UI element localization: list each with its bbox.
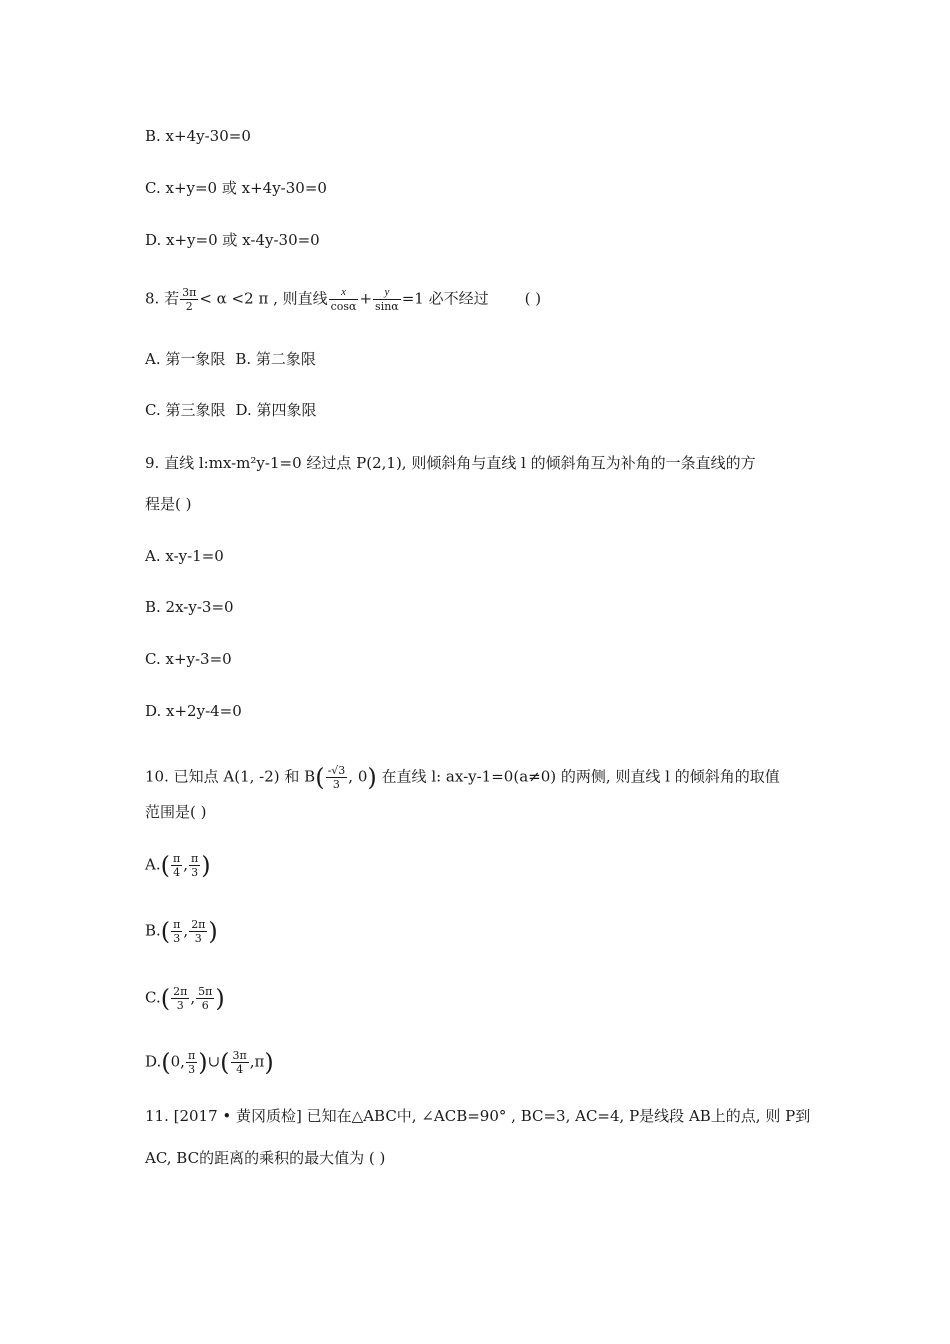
- q10-option-c: C.( $\frac{2\pi}{3}$ , $\frac{5\pi}{6}$ ): [145, 984, 225, 1013]
- frac-denominator: 6: [201, 999, 209, 1012]
- q7-option-b: B. x+4y-30=0: [145, 127, 251, 145]
- q8-fraction-y-over-sin: [373, 286, 401, 313]
- q8-options-ab: [145, 349, 316, 369]
- q8-option-d: D. 第四象限: [235, 401, 317, 419]
- frac-numerator: π: [191, 852, 199, 865]
- pi: ,π: [249, 1052, 265, 1071]
- q8-answer-blank: ( ): [524, 289, 542, 308]
- frac-numerator: 5π: [198, 985, 213, 998]
- q9-stem-line2: 程是( ): [145, 495, 192, 513]
- q8-fraction-3pi-over-2: [180, 286, 198, 313]
- q10-stem-line2: 范围是( ): [145, 803, 207, 821]
- option-label: B.: [145, 921, 161, 940]
- frac-numerator: 3π: [182, 286, 197, 299]
- option-label: A.: [145, 855, 161, 874]
- q9-option-c: C. x+y-3=0: [145, 650, 232, 668]
- q10-option-a: A.( $\frac{\pi}{4}$ , $\frac{\pi}{3}$ ): [145, 851, 211, 880]
- frac-denominator: 3: [188, 1063, 196, 1076]
- frac-numerator: π: [187, 1049, 196, 1062]
- frac-numerator: x: [329, 286, 359, 300]
- fraction: [171, 918, 182, 945]
- fraction: [196, 985, 214, 1012]
- q11-stem-line1: 11. [2017 • 黄冈质检] 已知在△ABC中, ∠ACB=90° , BC=3, AC=4, P是线段 AB上的点, 则 P到: [145, 1107, 811, 1125]
- frac-numerator: π: [172, 852, 181, 865]
- q8-eq-suffix: =1 必不经过: [401, 289, 489, 308]
- frac-denominator: cosα: [330, 300, 357, 313]
- frac-denominator: 3: [194, 932, 202, 945]
- left-paren: (: [220, 1048, 230, 1077]
- fraction: [231, 1049, 249, 1076]
- option-label: C.: [145, 988, 161, 1007]
- right-paren: ): [198, 1048, 208, 1077]
- left-paren: (: [160, 917, 171, 946]
- option-label: D.: [145, 1052, 162, 1071]
- fraction: [171, 852, 182, 879]
- q10-point-b-tail: , 0: [348, 767, 368, 786]
- left-paren: (: [160, 851, 170, 880]
- q7-option-d: D. x+y=0 或 x-4y-30=0: [145, 231, 320, 249]
- frac-numerator: -√3: [327, 764, 346, 777]
- frac-denominator: 3: [176, 999, 184, 1012]
- frac-numerator: π: [173, 918, 181, 931]
- q10-stem-post: 在直线 l: ax-y-1=0(a≠0) 的两侧, 则直线 l 的倾斜角的取值: [381, 767, 780, 786]
- right-paren: ): [201, 851, 211, 880]
- q9-option-d: D. x+2y-4=0: [145, 702, 242, 720]
- frac-numerator: 3π: [232, 1049, 247, 1062]
- frac-denominator: sinα: [375, 300, 399, 313]
- frac-denominator: 2: [185, 300, 193, 313]
- right-paren: ): [367, 763, 377, 792]
- q8-option-c: C. 第三象限: [145, 401, 226, 419]
- right-paren: ): [208, 917, 218, 946]
- fraction: [186, 1049, 197, 1076]
- q9-option-a: A. x-y-1=0: [145, 547, 224, 565]
- q9-option-b: B. 2x-y-3=0: [145, 598, 234, 616]
- q8-alpha-range: < α <2 π , 则直线: [199, 289, 328, 308]
- q10-point-b-fraction: [326, 764, 348, 791]
- frac-denominator: 3: [191, 866, 199, 879]
- left-paren: (: [315, 763, 325, 792]
- q8-options-cd: [145, 400, 317, 420]
- fraction: [171, 985, 189, 1012]
- q11-stem-line2: AC, BC的距离的乘积的最大值为 ( ): [145, 1149, 386, 1167]
- fraction: [189, 918, 207, 945]
- q7-option-c: C. x+y=0 或 x+4y-30=0: [145, 179, 327, 197]
- q10-stem-line1: [145, 764, 780, 791]
- frac-denominator: 4: [173, 866, 181, 879]
- q8-stem: [145, 286, 541, 313]
- q10-option-d: [145, 1049, 274, 1076]
- q8-plus: +: [359, 289, 373, 308]
- right-paren: ): [215, 984, 225, 1013]
- frac-denominator: 4: [236, 1063, 244, 1076]
- left-paren: (: [161, 1048, 171, 1077]
- frac-numerator: 2π: [191, 918, 206, 931]
- frac-denominator: 3: [173, 932, 181, 945]
- frac-denominator: 3: [332, 778, 340, 791]
- q10-option-b: B.( $\frac{\pi}{3}$ , $\frac{2\pi}{3}$ ): [145, 917, 218, 946]
- frac-numerator: y: [373, 286, 401, 300]
- q10-stem-pre: 10. 已知点 A(1, -2) 和 B: [145, 767, 316, 786]
- zero: 0,: [170, 1052, 185, 1071]
- q9-stem-line1: 9. 直线 l:mx-m²y-1=0 经过点 P(2,1), 则倾斜角与直线 l 的倾斜角互为补角的一条直线的方: [145, 454, 756, 472]
- frac-numerator: 2π: [173, 985, 188, 998]
- q8-prefix: 8. 若: [145, 289, 180, 308]
- fraction: [189, 852, 200, 879]
- q8-fraction-x-over-cos: [329, 286, 359, 313]
- left-paren: (: [160, 984, 171, 1013]
- union-symbol: ∪: [207, 1052, 221, 1071]
- q8-option-a: A. 第一象限: [145, 350, 226, 368]
- q8-option-b: B. 第二象限: [235, 350, 316, 368]
- right-paren: ): [264, 1048, 274, 1077]
